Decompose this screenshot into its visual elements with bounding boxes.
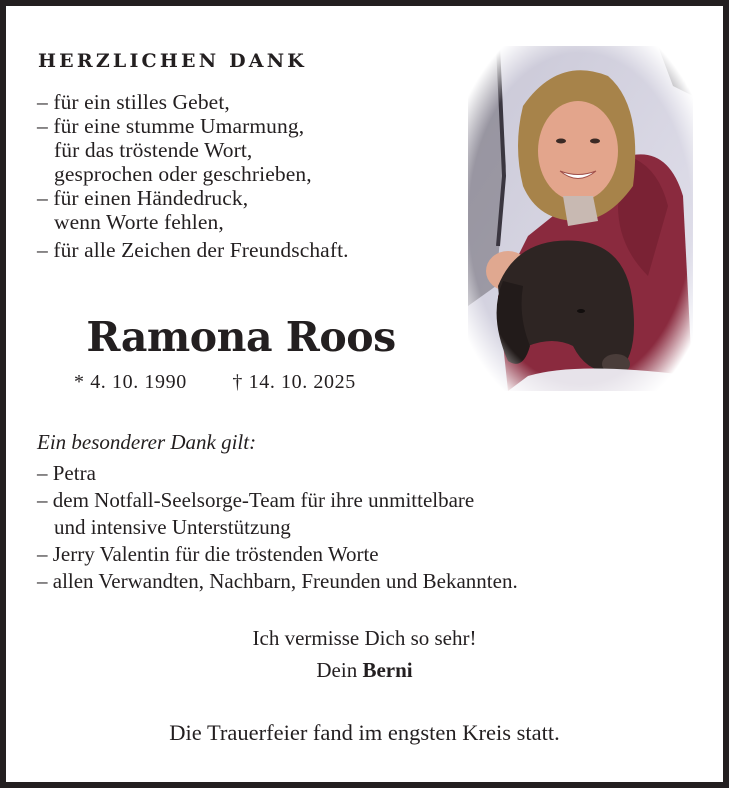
funeral-note: Die Trauerfeier fand im engsten Kreis statt. [169, 720, 560, 745]
special-thanks-line: – allen Verwandten, Nachbarn, Freunden und Bekannten. [37, 569, 518, 593]
thanks-item [37, 238, 349, 262]
thanks-list [37, 90, 349, 262]
thanks-item [37, 114, 349, 186]
special-thanks-line: – Jerry Valentin für die tröstenden Worte [37, 542, 379, 566]
thanks-line: wenn Worte fehlen, [54, 210, 224, 234]
thanks-line: – für ein stilles Gebet, [37, 90, 230, 114]
thanks-item [37, 90, 349, 114]
thanks-line: gesprochen oder geschrieben, [54, 162, 312, 186]
thanks-line: – für alle Zeichen der Freundschaft. [37, 238, 349, 262]
closing-message: Ich vermisse Dich so sehr! [252, 626, 477, 650]
signature-prefix: Dein [316, 658, 363, 682]
thanks-item [37, 186, 349, 234]
special-thanks-intro: Ein besonderer Dank gilt: [37, 430, 257, 454]
special-thanks-item [37, 487, 518, 541]
special-thanks-item [37, 541, 518, 568]
special-thanks-item [37, 460, 518, 487]
special-thanks-list [37, 460, 518, 595]
thanks-line: für das tröstende Wort, [54, 138, 253, 162]
special-thanks-line: – Petra [37, 461, 96, 485]
special-thanks-item [37, 568, 518, 595]
life-dates [74, 371, 356, 394]
birth-date: * 4. 10. 1990 [74, 371, 187, 393]
signature-name: Berni [362, 658, 413, 682]
thanks-line: – für eine stumme Umarmung, [37, 114, 305, 138]
deceased-name: Ramona Roos [86, 313, 396, 361]
portrait-illustration [468, 46, 693, 391]
special-thanks-line: – dem Notfall-Seelsorge-Team für ihre unmittelbare [37, 488, 475, 512]
thanks-line: – für einen Händedruck, [37, 186, 249, 210]
obituary-notice [6, 6, 723, 782]
heading-title: HERZLICHEN DANK [38, 50, 307, 72]
special-thanks-line: und intensive Unterstützung [54, 515, 291, 539]
portrait-photo [468, 46, 693, 391]
death-date: † 14. 10. 2025 [232, 371, 356, 393]
signature [6, 658, 723, 683]
